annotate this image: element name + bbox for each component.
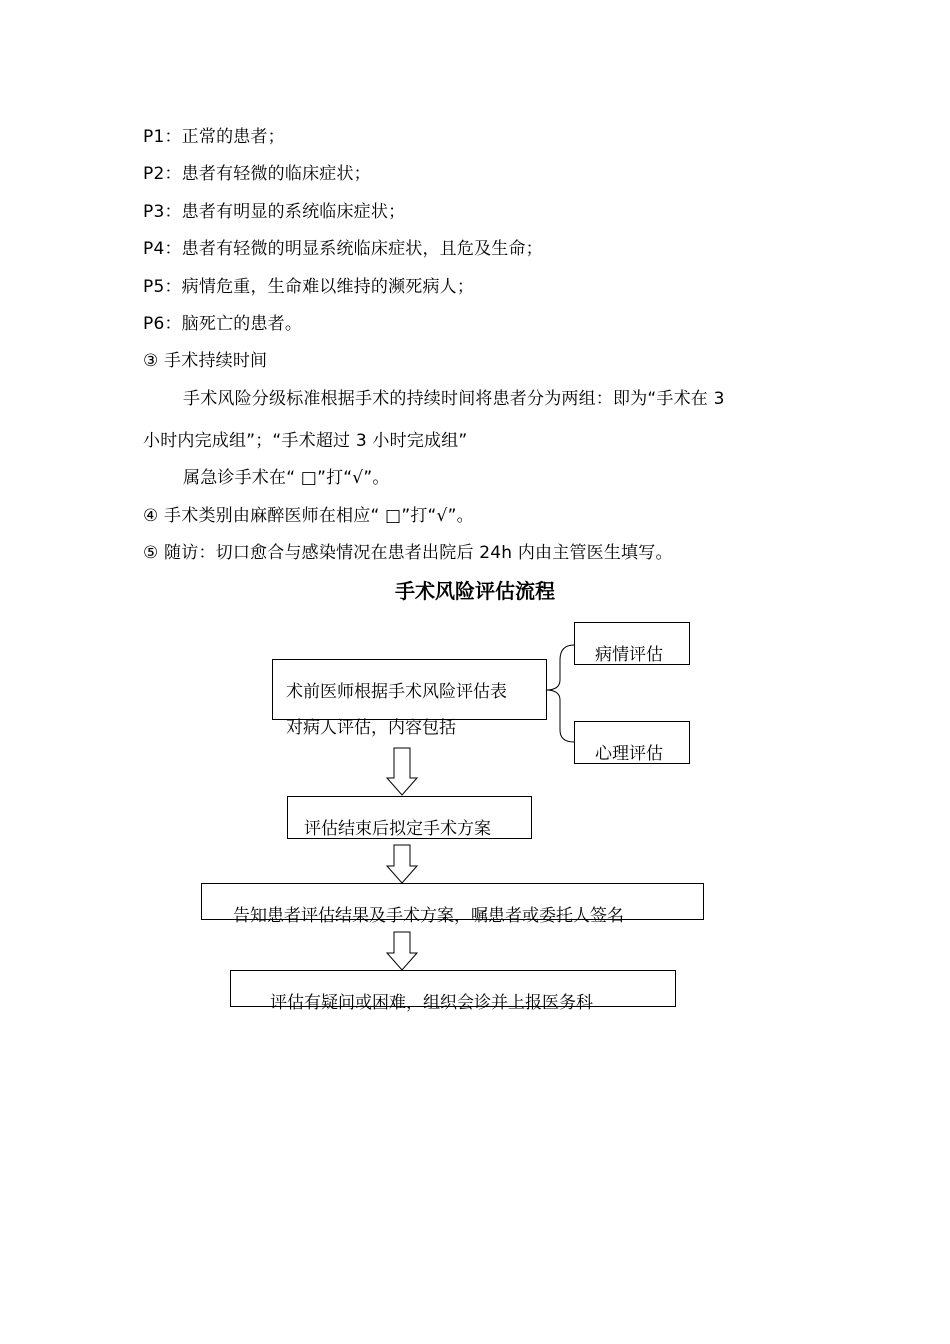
step3-text: 告知患者评估结果及手术方案，嘱患者或委托人签名 — [233, 906, 624, 926]
step4-text: 评估有疑问或困难，组织会诊并上报医务科 — [270, 993, 593, 1013]
criteria-p6: P6：脑死亡的患者。 — [143, 314, 303, 334]
branch-psychology-text: 心理评估 — [595, 744, 663, 764]
criteria-p1: P1：正常的患者； — [143, 127, 285, 147]
criteria-p4: P4：患者有轻微的明显系统临床症状，且危及生命； — [143, 239, 543, 259]
criteria-p2: P2：患者有轻微的临床症状； — [143, 164, 371, 184]
section3-heading: ③ 手术持续时间 — [143, 351, 268, 371]
arrow-down-icon — [387, 932, 417, 970]
branch-condition-text: 病情评估 — [595, 645, 663, 665]
arrow-down-icon — [387, 748, 417, 795]
section4-text: ④ 手术类别由麻醉医师在相应“ □”打“√”。 — [143, 506, 474, 526]
brace-connector — [546, 645, 574, 742]
step1-text-line2: 对病人评估，内容包括 — [286, 718, 456, 738]
criteria-p5: P5：病情危重，生命难以维持的濒死病人； — [143, 277, 475, 297]
section3-paragraph-line1: 手术风险分级标准根据手术的持续时间将患者分为两组：即为“手术在 3 — [183, 389, 725, 409]
step2-text: 评估结束后拟定手术方案 — [304, 819, 491, 839]
section3-paragraph-line2: 小时内完成组”；“手术超过 3 小时完成组” — [143, 431, 468, 451]
arrow-down-icon — [387, 845, 417, 883]
step1-text-line1: 术前医师根据手术风险评估表 — [286, 682, 507, 702]
flowchart-title: 手术风险评估流程 — [395, 579, 555, 603]
section3-emergency-note: 属急诊手术在“ □”打“√”。 — [183, 468, 390, 488]
section5-text: ⑤ 随访：切口愈合与感染情况在患者出院后 24h 内由主管医生填写。 — [143, 543, 673, 563]
criteria-p3: P3：患者有明显的系统临床症状； — [143, 202, 406, 222]
